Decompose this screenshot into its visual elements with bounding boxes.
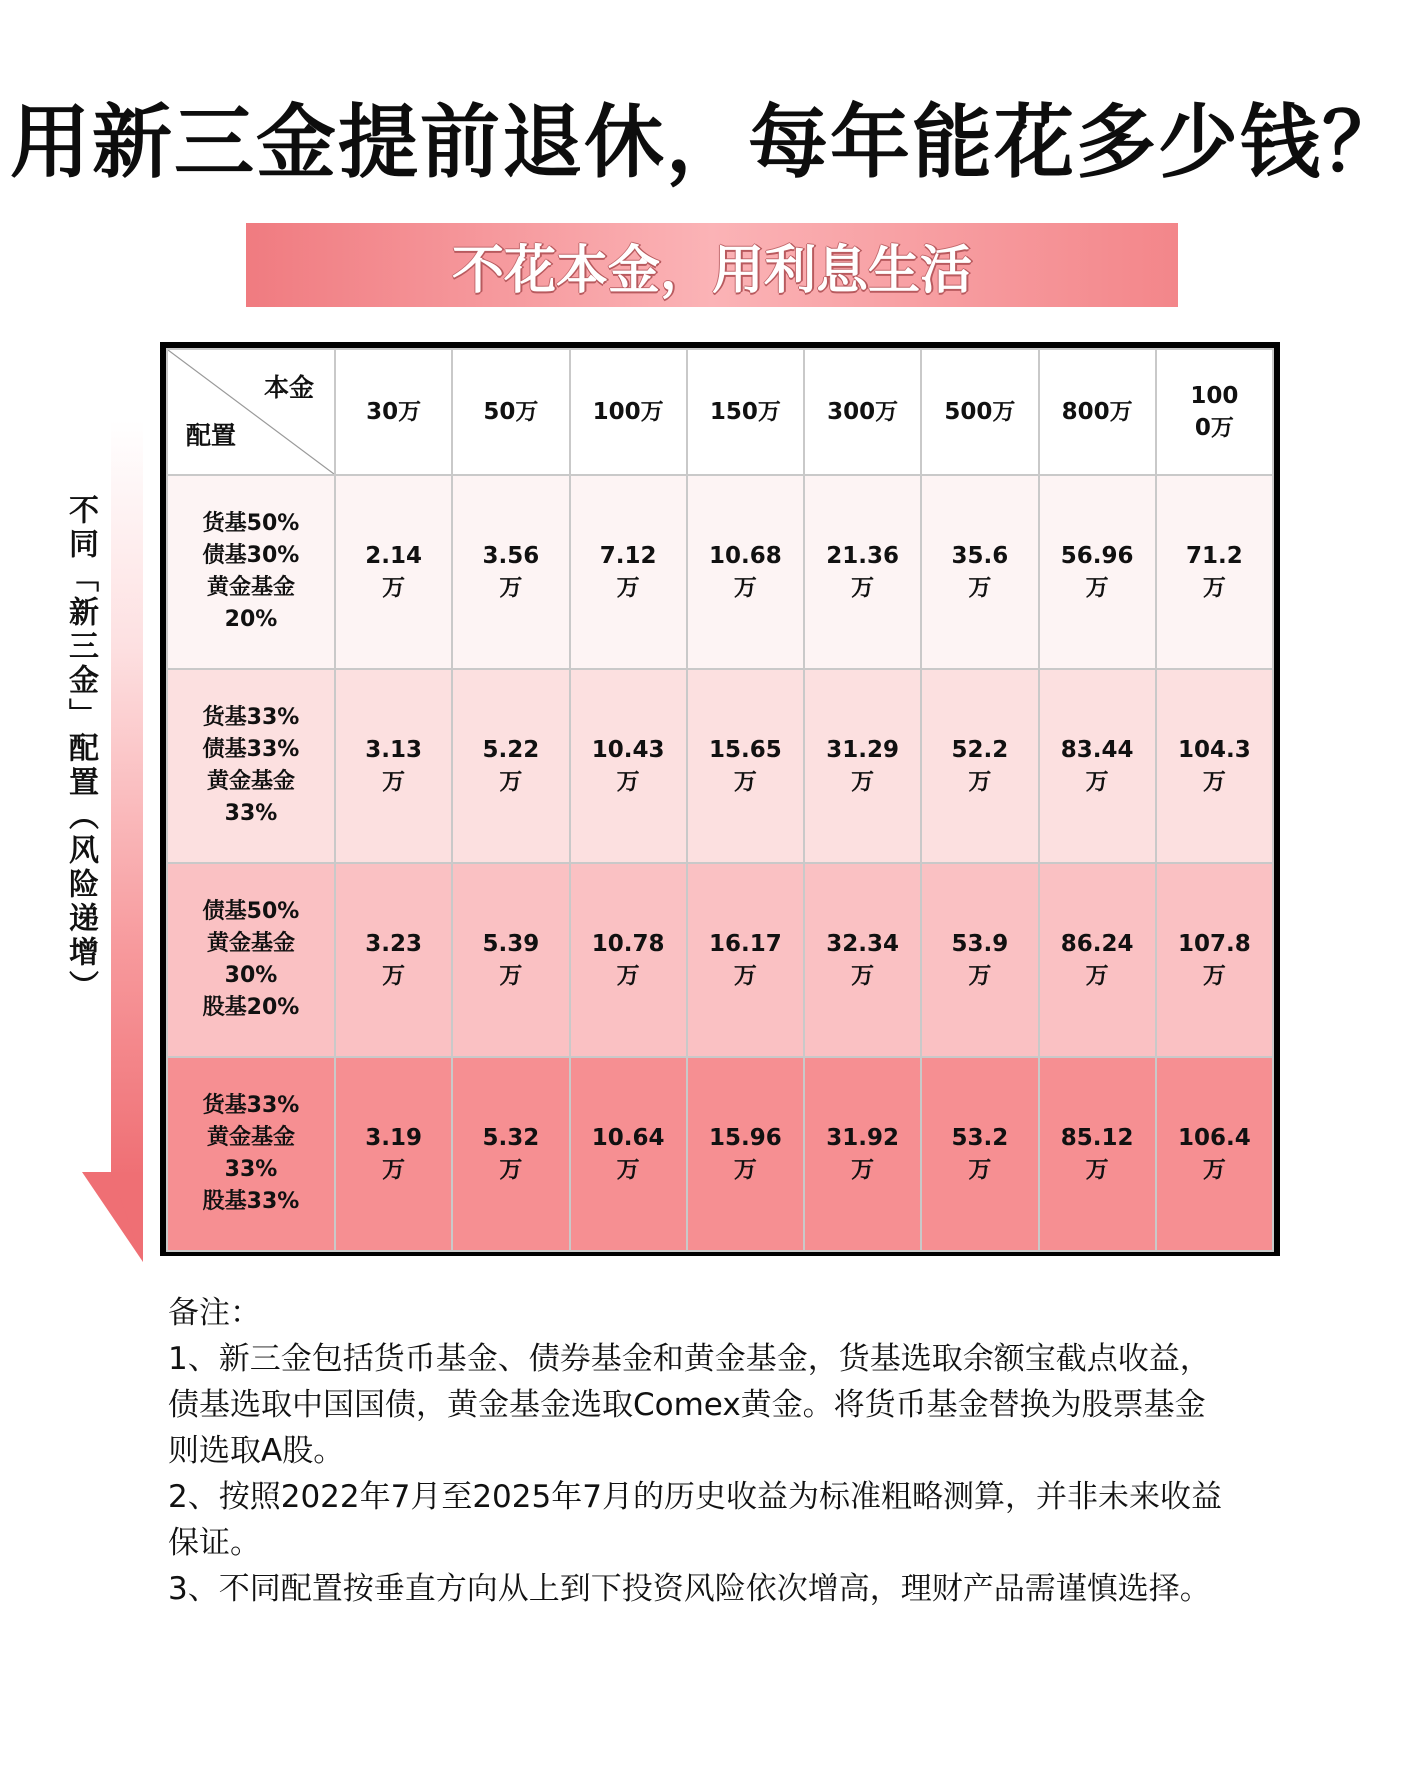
subtitle-banner xyxy=(246,223,1178,307)
corner-config-label: 配置 xyxy=(186,421,237,450)
corner-principal-label: 本金 xyxy=(263,373,314,402)
annual-spend-value: 3.23 xyxy=(365,931,422,957)
column-header-label: 30万 xyxy=(366,399,422,425)
annual-spend-value: 56.96 xyxy=(1060,543,1134,569)
annual-spend-unit: 万 xyxy=(382,1157,406,1183)
config-line: 股基33% xyxy=(202,1189,300,1214)
annual-spend-cell xyxy=(570,1057,687,1251)
annual-spend-cell xyxy=(921,1057,1038,1251)
annual-spend-unit: 万 xyxy=(733,575,757,601)
annual-spend-cell xyxy=(687,863,804,1057)
annual-spend-value: 71.2 xyxy=(1186,543,1243,569)
notes-lines xyxy=(168,1336,1298,1612)
returns-table xyxy=(160,342,1280,1256)
column-header-label: 150万 xyxy=(709,399,781,425)
annual-spend-value: 16.17 xyxy=(708,931,782,957)
table-row xyxy=(167,669,1273,863)
annual-spend-cell xyxy=(335,1057,452,1251)
annual-spend-unit: 万 xyxy=(851,575,875,601)
annual-spend-cell xyxy=(335,863,452,1057)
config-line: 货基33% xyxy=(202,1093,300,1118)
annual-spend-cell xyxy=(452,669,569,863)
config-line: 33% xyxy=(224,1157,278,1182)
note-line: 2、按照2022年7月至2025年7月的历史收益为标准粗略测算，并非未来收益 xyxy=(168,1479,1222,1515)
column-header xyxy=(687,349,804,475)
annual-spend-cell xyxy=(335,669,452,863)
column-header-label: 1000万 xyxy=(1190,383,1239,441)
annual-spend-cell xyxy=(1156,1057,1273,1251)
column-header-label: 500万 xyxy=(944,399,1016,425)
annual-spend-unit: 万 xyxy=(1085,1157,1109,1183)
table-body xyxy=(167,475,1273,1251)
config-line: 货基50% xyxy=(202,511,300,536)
page-title: 用新三金提前退休，每年能花多少钱？ xyxy=(10,96,1404,189)
config-cell xyxy=(167,863,335,1057)
annual-spend-value: 107.8 xyxy=(1177,931,1251,957)
note-line: 1、新三金包括货币基金、债券基金和黄金基金，货基选取余额宝截点收益， xyxy=(168,1341,1211,1377)
config-line: 债基50% xyxy=(202,899,300,924)
corner-diagonal xyxy=(168,350,334,474)
annual-spend-value: 53.2 xyxy=(951,1125,1009,1151)
table-row xyxy=(167,863,1273,1057)
annual-spend-value: 10.43 xyxy=(591,737,665,763)
table-header-row xyxy=(167,349,1273,475)
annual-spend-unit: 万 xyxy=(382,769,406,795)
annual-spend-cell xyxy=(452,1057,569,1251)
config-cell xyxy=(167,475,335,669)
config-cell xyxy=(167,669,335,863)
annual-spend-unit: 万 xyxy=(1202,963,1226,989)
annual-spend-cell xyxy=(1156,863,1273,1057)
annual-spend-unit: 万 xyxy=(968,1157,992,1183)
config-line: 黄金基金 xyxy=(206,575,295,600)
column-header xyxy=(452,349,569,475)
annual-spend-unit: 万 xyxy=(733,963,757,989)
annual-spend-unit: 万 xyxy=(499,1157,523,1183)
annual-spend-unit: 万 xyxy=(616,769,640,795)
column-header-label: 800万 xyxy=(1061,399,1133,425)
risk-arrow-shaft xyxy=(111,420,143,1178)
annual-spend-value: 35.6 xyxy=(951,543,1009,569)
annual-spend-unit: 万 xyxy=(1202,1157,1226,1183)
annual-spend-unit: 万 xyxy=(968,963,992,989)
annual-spend-cell xyxy=(804,863,921,1057)
annual-spend-cell xyxy=(570,863,687,1057)
annual-spend-value: 53.9 xyxy=(951,931,1009,957)
annual-spend-value: 21.36 xyxy=(826,543,899,569)
config-line: 20% xyxy=(224,607,278,632)
annual-spend-value: 15.96 xyxy=(708,1125,782,1151)
annual-spend-unit: 万 xyxy=(733,1157,757,1183)
annual-spend-cell xyxy=(452,863,569,1057)
annual-spend-value: 106.4 xyxy=(1177,1125,1251,1151)
annual-spend-unit: 万 xyxy=(499,769,523,795)
note-line: 保证。 xyxy=(168,1525,261,1561)
annual-spend-cell xyxy=(687,475,804,669)
annual-spend-value: 52.2 xyxy=(951,737,1009,763)
corner-cell xyxy=(167,349,335,475)
annual-spend-unit: 万 xyxy=(1202,769,1226,795)
annual-spend-value: 5.39 xyxy=(482,931,540,957)
annual-spend-value: 31.92 xyxy=(826,1125,899,1151)
annual-spend-cell xyxy=(1156,475,1273,669)
risk-side-label: 不同「新三金」配置（风险递增） xyxy=(63,494,98,1004)
annual-spend-value: 5.32 xyxy=(482,1125,540,1151)
annual-spend-value: 10.78 xyxy=(591,931,665,957)
annual-spend-unit: 万 xyxy=(1085,963,1109,989)
annual-spend-unit: 万 xyxy=(851,769,875,795)
annual-spend-cell xyxy=(1039,475,1156,669)
config-line: 黄金基金 xyxy=(206,769,295,794)
annual-spend-value: 104.3 xyxy=(1177,737,1251,763)
annual-spend-value: 15.65 xyxy=(708,737,782,763)
annual-spend-cell xyxy=(921,669,1038,863)
annual-spend-cell xyxy=(452,475,569,669)
annual-spend-unit: 万 xyxy=(1085,575,1109,601)
annual-spend-value: 3.56 xyxy=(482,543,540,569)
note-line: 3、不同配置按垂直方向从上到下投资风险依次增高，理财产品需谨慎选择。 xyxy=(168,1571,1211,1607)
annual-spend-value: 32.34 xyxy=(826,931,899,957)
annual-spend-cell xyxy=(687,1057,804,1251)
annual-spend-cell xyxy=(335,475,452,669)
column-header xyxy=(1039,349,1156,475)
config-line: 债基30% xyxy=(202,543,300,568)
config-line: 30% xyxy=(224,963,278,988)
annual-spend-value: 5.22 xyxy=(482,737,540,763)
subtitle-text: 不花本金，用利息生活 xyxy=(451,240,972,301)
annual-spend-cell xyxy=(804,475,921,669)
config-line: 债基33% xyxy=(202,737,300,762)
column-header-label: 300万 xyxy=(827,399,899,425)
annual-spend-value: 3.19 xyxy=(365,1125,422,1151)
annual-spend-cell xyxy=(804,669,921,863)
config-line: 股基20% xyxy=(202,995,300,1020)
config-line: 黄金基金 xyxy=(206,931,295,956)
column-header xyxy=(570,349,687,475)
annual-spend-unit: 万 xyxy=(616,963,640,989)
annual-spend-value: 10.68 xyxy=(708,543,782,569)
column-header xyxy=(921,349,1038,475)
table-row xyxy=(167,1057,1273,1251)
config-cell xyxy=(167,1057,335,1251)
config-line: 货基33% xyxy=(202,705,300,730)
annual-spend-value: 7.12 xyxy=(599,543,657,569)
note-line: 则选取A股。 xyxy=(168,1433,345,1469)
annual-spend-cell xyxy=(921,475,1038,669)
annual-spend-unit: 万 xyxy=(851,1157,875,1183)
returns-grid xyxy=(166,348,1274,1252)
annual-spend-value: 10.64 xyxy=(591,1125,665,1151)
annual-spend-unit: 万 xyxy=(499,963,523,989)
column-header-label: 100万 xyxy=(592,399,664,425)
config-line: 33% xyxy=(224,801,278,826)
config-line: 黄金基金 xyxy=(206,1125,295,1150)
annual-spend-cell xyxy=(570,475,687,669)
annual-spend-unit: 万 xyxy=(733,769,757,795)
annual-spend-unit: 万 xyxy=(1202,575,1226,601)
annual-spend-cell xyxy=(1156,669,1273,863)
column-header-label: 50万 xyxy=(483,399,539,425)
annual-spend-cell xyxy=(570,669,687,863)
annual-spend-unit: 万 xyxy=(968,769,992,795)
annual-spend-value: 31.29 xyxy=(826,737,899,763)
notes-heading: 备注： xyxy=(168,1295,261,1331)
annual-spend-unit: 万 xyxy=(968,575,992,601)
annual-spend-unit: 万 xyxy=(499,575,523,601)
annual-spend-cell xyxy=(804,1057,921,1251)
annual-spend-cell xyxy=(687,669,804,863)
annual-spend-value: 2.14 xyxy=(365,543,422,569)
annual-spend-unit: 万 xyxy=(616,1157,640,1183)
annual-spend-value: 86.24 xyxy=(1060,931,1134,957)
annual-spend-unit: 万 xyxy=(382,963,406,989)
note-line: 债基选取中国国债，黄金基金选取Comex黄金。将货币基金替换为股票基金 xyxy=(168,1387,1206,1423)
annual-spend-unit: 万 xyxy=(382,575,406,601)
annual-spend-value: 85.12 xyxy=(1060,1125,1134,1151)
annual-spend-cell xyxy=(921,863,1038,1057)
table-row xyxy=(167,475,1273,669)
column-header xyxy=(1156,349,1273,475)
annual-spend-unit: 万 xyxy=(616,575,640,601)
annual-spend-value: 3.13 xyxy=(365,737,422,763)
notes-section xyxy=(168,1290,1298,1612)
annual-spend-cell xyxy=(1039,1057,1156,1251)
annual-spend-unit: 万 xyxy=(851,963,875,989)
annual-spend-cell xyxy=(1039,863,1156,1057)
annual-spend-cell xyxy=(1039,669,1156,863)
column-header xyxy=(804,349,921,475)
annual-spend-value: 83.44 xyxy=(1060,737,1134,763)
column-header xyxy=(335,349,452,475)
annual-spend-unit: 万 xyxy=(1085,769,1109,795)
